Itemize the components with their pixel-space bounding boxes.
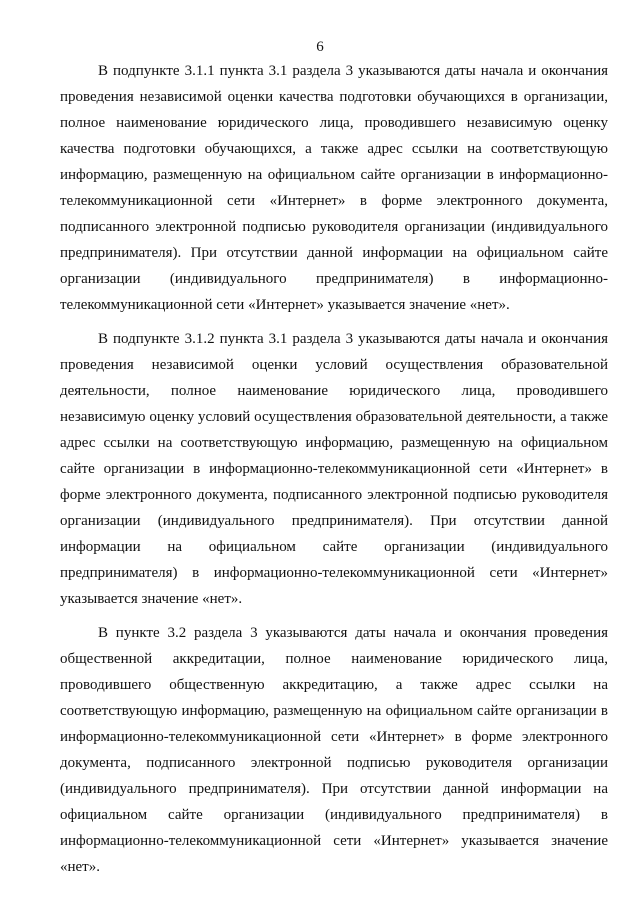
paragraph-3-2: В пункте 3.2 раздела 3 указываются даты начала и окончания проведения общественной аккредитации, полное наименование юридического лица, проводившего общественную аккредитацию, а также адрес ссылки на соответствующую информацию, размещенную на официальном сайте организации в информационно-телекоммуникационной сети «Интернет» в форме электронного документа, подписанного электронной подписью руководителя организации (индивидуального предпринимателя). При отсутствии данной информации на официальном сайте организации (индивидуального предпринимателя) в информационно-телекоммуникационной сети «Интернет» указывается значение «нет». [60,625,608,875]
page-number: 6 [316,39,324,55]
document-body [60,58,608,880]
paragraph-3-1-2: В подпункте 3.1.2 пункта 3.1 раздела 3 указываются даты начала и окончания проведения независимой оценки условий осуществления образовательной деятельности, полное наименование юридического лица, проводившего независимую оценку условий осуществления образовательной деятельности, а также адрес ссылки на соответствующую информацию, размещенную на официальном сайте организации в информационно-телекоммуникационной сети «Интернет» в форме электронного документа, подписанного электронной подписью руководителя организации (индивидуального предпринимателя). При отсутствии данной информации на официальном сайте организации (индивидуального предпринимателя) в информационно-телекоммуникационной сети «Интернет» указывается значение «нет». [60,331,608,607]
paragraph-3-1-1: В подпункте 3.1.1 пункта 3.1 раздела 3 указываются даты начала и окончания проведения независимой оценки качества подготовки обучающихся в организации, полное наименование юридического лица, проводившего независимую оценку качества подготовки обучающихся, а также адрес ссылки на соответствующую информацию, размещенную на официальном сайте организации в информационно-телекоммуникационной сети «Интернет» в форме электронного документа, подписанного электронной подписью руководителя организации (индивидуального предпринимателя). При отсутствии данной информации на официальном сайте организации (индивидуального предпринимателя) в информационно-телекоммуникационной сети «Интернет» указывается значение «нет». [60,63,608,313]
